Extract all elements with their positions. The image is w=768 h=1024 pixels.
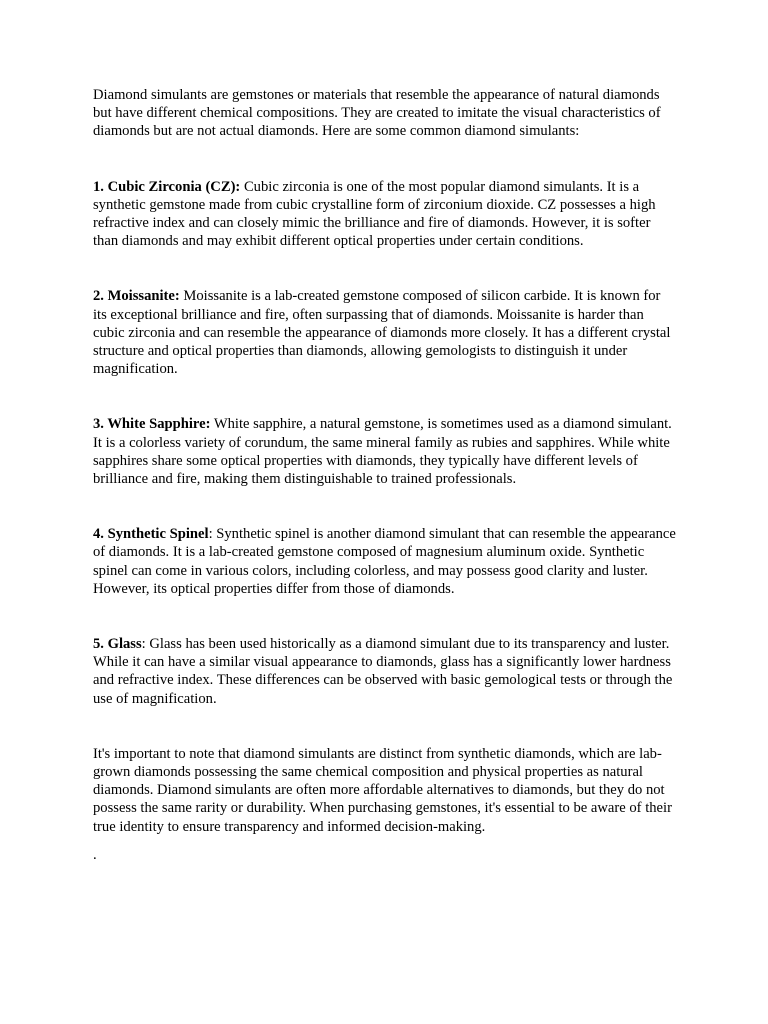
intro-paragraph: Diamond simulants are gemstones or materials that resemble the appearance of natural diamonds but have different chemical compositions. They are created to imitate the visual characteristics of diamonds but are not actual diamonds. Here are some common diamond simulants: [93, 87, 661, 140]
trailing-period: . [93, 846, 97, 863]
simulant-item-moissanite [93, 287, 676, 378]
item-heading: 1. Cubic Zirconia (CZ): [93, 178, 241, 195]
item-body: Moissanite is a lab-created gemstone composed of silicon carbide. It is known for its exceptional brilliance and fire, often surpassing that of diamonds. Moissanite is harder than cubic zirconia and can resemble the appearance of diamonds more closely. It has a different crystal structure and optical properties than diamonds, allowing gemologists to distinguish it under magnification. [93, 288, 671, 378]
simulant-item-cubic-zirconia [93, 178, 676, 251]
item-body: : Synthetic spinel is another diamond simulant that can resemble the appearance of diamonds. It is a lab-created gemstone composed of magnesium aluminum oxide. Synthetic spinel can come in various colors, including colorless, and may possess good clarity and luster. However, its optical properties differ from those of diamonds. [93, 526, 676, 597]
closing-paragraph: It's important to note that diamond simulants are distinct from synthetic diamonds, which are lab-grown diamonds possessing the same chemical composition and physical properties as natural diamonds. Diamond simulants are often more affordable alternatives to diamonds, but they do not possess the same rarity or durability. When purchasing gemstones, it's essential to be aware of their true identity to ensure transparency and informed decision-making. [93, 745, 672, 835]
item-heading: 5. Glass [93, 636, 142, 653]
item-body: : Glass has been used historically as a diamond simulant due to its transparency and luster. While it can have a similar visual appearance to diamonds, glass has a significantly lower hardness and refractive index. These differences can be observed with basic gemological tests or through the use of magnification. [93, 636, 673, 707]
item-heading: 4. Synthetic Spinel [93, 526, 209, 543]
simulant-item-white-sapphire [93, 415, 676, 488]
document-body [93, 86, 676, 864]
item-heading: 2. Moissanite: [93, 288, 180, 305]
item-body: Cubic zirconia is one of the most popular diamond simulants. It is a synthetic gemstone made from cubic crystalline form of zirconium dioxide. CZ possesses a high refractive index and can closely mimic the brilliance and fire of diamonds. However, it is softer than diamonds and may exhibit different optical properties under certain conditions. [93, 178, 656, 250]
simulant-item-glass [93, 635, 676, 708]
item-body: White sapphire, a natural gemstone, is sometimes used as a diamond simulant. It is a colorless variety of corundum, the same mineral family as rubies and sapphires. While white sapphires share some optical properties with diamonds, they typically have different levels of brilliance and fire, making them distinguishable to trained professionals. [93, 416, 672, 488]
simulant-item-synthetic-spinel [93, 525, 676, 598]
item-heading: 3. White Sapphire: [93, 416, 211, 433]
